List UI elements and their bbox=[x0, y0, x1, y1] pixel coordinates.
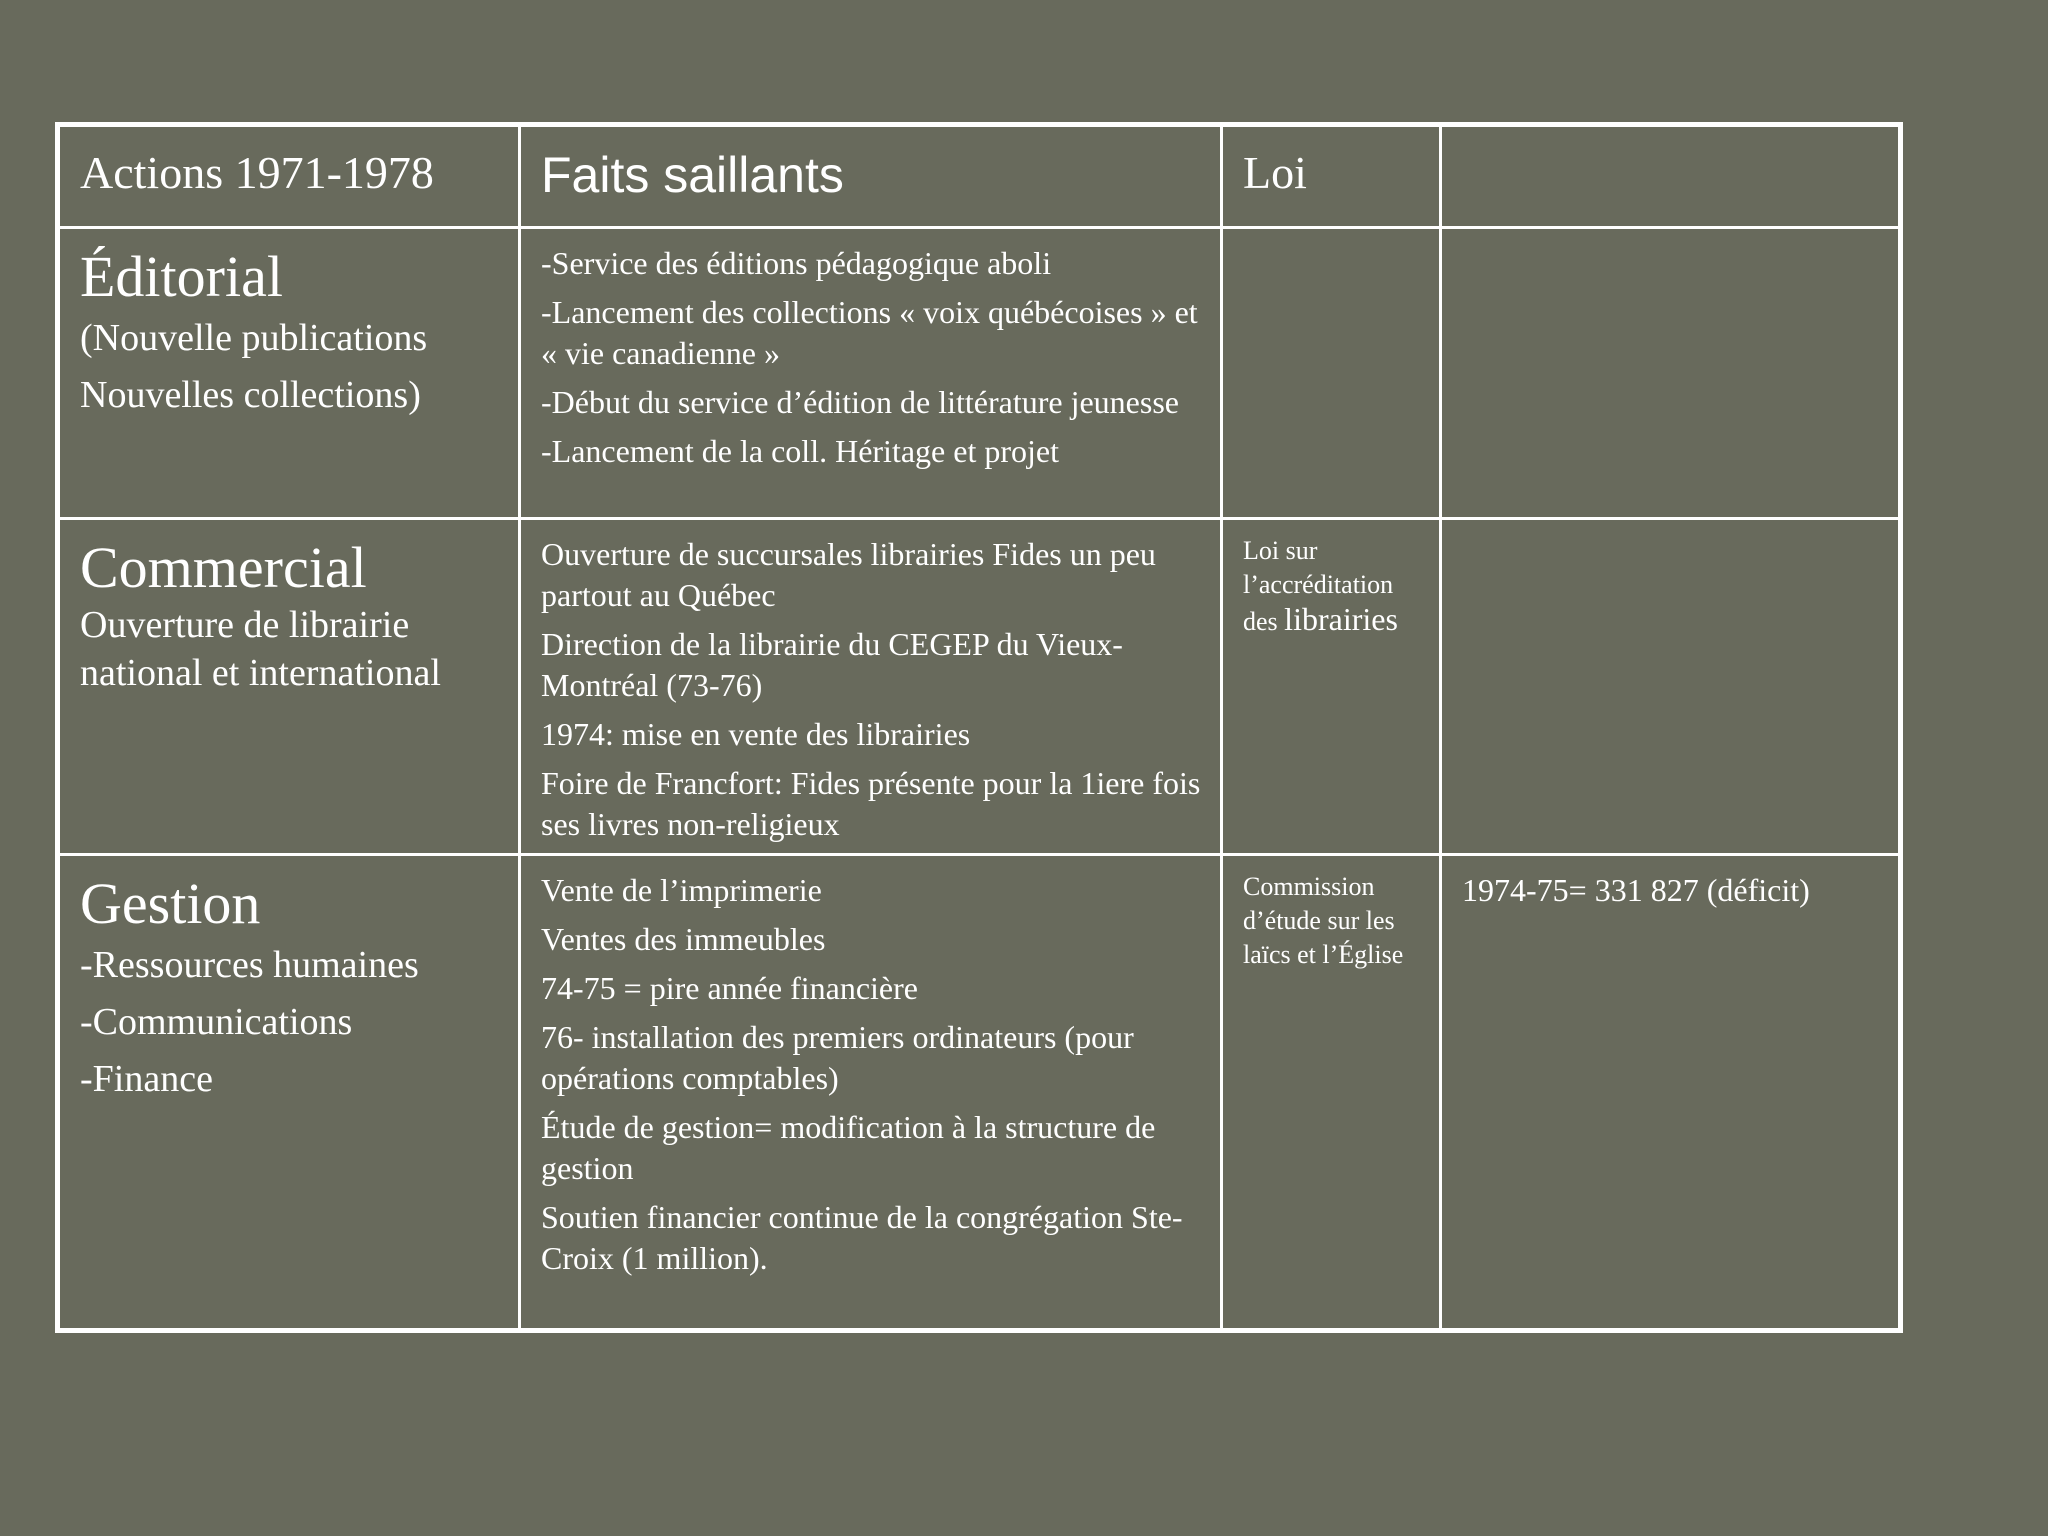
loi-text: Loi sur l’accréditation des librairies bbox=[1243, 536, 1398, 637]
fact-item: 76- installation des premiers ordinateurs (pour opérations comptables) bbox=[541, 1019, 1134, 1096]
category-subtitle: (Nouvelle publications bbox=[80, 316, 428, 359]
fact-item: -Lancement de la coll. Héritage et projet bbox=[541, 433, 1059, 469]
category-subtitle: -Finance bbox=[80, 1057, 213, 1100]
category-cell bbox=[58, 228, 520, 519]
loi-cell bbox=[1222, 855, 1441, 1331]
fact-item: Vente de l’imprimerie bbox=[541, 872, 822, 908]
header-empty bbox=[1441, 125, 1901, 228]
note-cell bbox=[1441, 519, 1901, 855]
category-cell bbox=[58, 855, 520, 1331]
fact-item: Ouverture de succursales librairies Fides un peu partout au Québec bbox=[541, 536, 1156, 613]
header-row bbox=[58, 125, 1901, 228]
row-gestion bbox=[58, 855, 1901, 1331]
header-faits-saillants: Faits saillants bbox=[520, 125, 1222, 228]
fact-item: -Début du service d’édition de littérature jeunesse bbox=[541, 384, 1179, 420]
facts-cell bbox=[520, 228, 1222, 519]
category-cell bbox=[58, 519, 520, 855]
facts-cell bbox=[520, 855, 1222, 1331]
loi-cell bbox=[1222, 519, 1441, 855]
deficit-note: 1974-75= 331 827 (déficit) bbox=[1462, 872, 1810, 908]
fact-item: 74-75 = pire année financière bbox=[541, 970, 918, 1006]
row-editorial bbox=[58, 228, 1901, 519]
fact-item: Soutien financier continue de la congrégation Ste-Croix (1 million). bbox=[541, 1199, 1183, 1276]
fact-item: 1974: mise en vente des librairies bbox=[541, 716, 971, 752]
note-cell bbox=[1441, 855, 1901, 1331]
category-title: Éditorial bbox=[80, 244, 283, 309]
header-loi: Loi bbox=[1222, 125, 1441, 228]
category-subtitle: Nouvelles collections) bbox=[80, 373, 421, 416]
category-title: Commercial bbox=[80, 535, 367, 600]
category-title: Gestion bbox=[80, 871, 261, 936]
note-cell bbox=[1441, 228, 1901, 519]
facts-cell bbox=[520, 519, 1222, 855]
fact-item: Foire de Francfort: Fides présente pour la 1iere fois ses livres non-religieux bbox=[541, 765, 1201, 842]
loi-text: Commission d’étude sur les laïcs et l’Église bbox=[1243, 872, 1404, 969]
fact-item: Étude de gestion= modification à la structure de gestion bbox=[541, 1109, 1156, 1186]
category-subtitle: -Communications bbox=[80, 1000, 353, 1043]
fact-item: Direction de la librairie du CEGEP du Vieux-Montréal (73-76) bbox=[541, 626, 1123, 703]
header-actions: Actions 1971-1978 bbox=[58, 125, 520, 228]
fact-item: -Lancement des collections « voix québécoises » et « vie canadienne » bbox=[541, 294, 1198, 371]
loi-cell bbox=[1222, 228, 1441, 519]
fact-item: -Service des éditions pédagogique aboli bbox=[541, 245, 1052, 281]
category-subtitle: -Ressources humaines bbox=[80, 943, 419, 986]
actions-table bbox=[55, 122, 1903, 1333]
row-commercial bbox=[58, 519, 1901, 855]
fact-item: Ventes des immeubles bbox=[541, 921, 826, 957]
category-subtitle: Ouverture de librairie national et international bbox=[80, 603, 441, 694]
